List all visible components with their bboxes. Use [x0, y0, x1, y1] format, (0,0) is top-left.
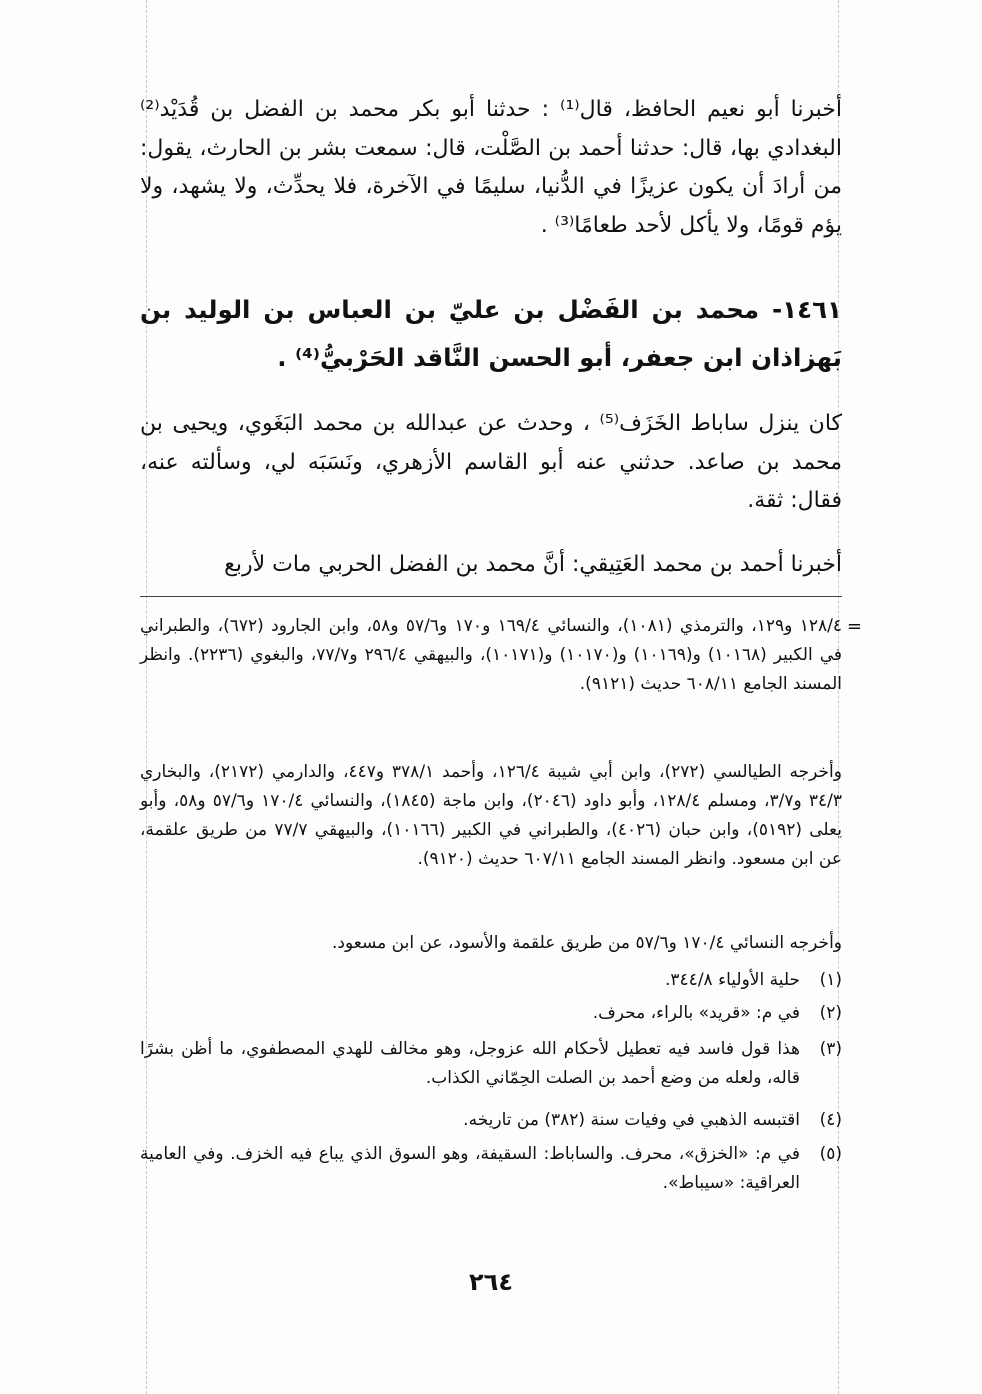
footnote-text: حلية الأولياء ٣٤٤/٨. [665, 970, 800, 990]
footnote-number: (٥) [819, 1144, 842, 1164]
footnote-continuation-text-2: وأخرجه الطيالسي (٢٧٢)، وابن أبي شيبة ١٢٦/٤، وأحمد ٣٧٨/١ و٤٤٧، والدارمي (٢١٧٢)، والبخاري ٣٤/٣ و٣/٧، ومسلم ١٢٨/٤، وأبو داود (٢٠٤٦)، وابن ماجة (١٨٤٥)، والنسائي ١٧٠/٤ و٥٧/٦ و٥٨، وأبو يعلى (٥١٩٢)، وابن حبان (٤٠٢٦)، والطبراني في الكبير (١٠١٦٦)، والبيهقي ٧٧/٧ من طريق علقمة، عن ابن مسعود. وانظر المسند الجامع ٦٠٧/١١ حديث (٩١٢٠). [140, 762, 842, 869]
footnote-item [140, 1035, 842, 1093]
footnote-number: (٤) [819, 1110, 842, 1130]
footnote-continuation-text-1: ١٢٨/٤ و١٢٩، والترمذي (١٠٨١)، والنسائي ١٦٩/٤ و١٧٠ و٥٧/٦ و٥٨، وابن الجارود (٦٧٢)، والطبراني في الكبير (١٠١٦٨) و(١٠١٦٩) و(١٠١٧٠) و(١٠١٧١)، والبيهقي ٢٩٦/٤ و٧٧/٧، والبغوي (٢٢٣٦). وانظر المسند الجامع ٦٠٨/١١ حديث (٩١٢١). [140, 616, 843, 694]
page-number: ٢٦٤ [469, 1268, 513, 1296]
footnote-text: في م: «قريد» بالراء، محرف. [592, 1003, 800, 1023]
footnote-item [140, 1140, 842, 1198]
footnote-number: (٣) [819, 1039, 842, 1059]
footnote-text: في م: «الخزق»، محرف. والساباط: السقيفة، وهو السوق الذي يباع فيه الخزف. وفي العامية العراقية: «سيباط». [140, 1144, 800, 1193]
footnote-text: اقتبسه الذهبي في وفيات سنة (٣٨٢) من تاريخه. [463, 1110, 800, 1130]
footnote-number: (١) [819, 970, 842, 990]
paragraph-biography: كان ينزل ساباط الخَزَف⁽⁵⁾ ، وحدث عن عبدالله بن محمد البَغَوي، ويحيى بن محمد بن صاعد. حدثني عنه أبو القاسم الأزهري، ونَسَبَه لي، وسألته عنه، فقال: ثقة. [140, 411, 842, 513]
footnote-item [140, 966, 842, 995]
footnote-item [140, 1106, 842, 1135]
footnote-continuation-mark: = [846, 616, 862, 637]
footnote-separator-rule [140, 596, 842, 597]
paragraph-narration-2: أخبرنا أحمد بن محمد العَتِيقي: أنَّ محمد بن الفضل الحربي مات لأربع [224, 552, 842, 577]
footnote-number: (٢) [819, 1003, 842, 1023]
footnote-item [140, 999, 842, 1028]
biography-entry-heading: ١٤٦١- محمد بن الفَضْل بن عليّ بن العباس بن الوليد بن بَهزاذان ابن جعفر، أبو الحسن النَّاقد الحَرْبيُّ⁽⁴⁾ . [140, 295, 842, 372]
footnote-text: هذا قول فاسد فيه تعطيل لأحكام الله عزوجل، وهو مخالف للهدي المصطفوي، ما أظن بشرًا قاله، ولعله من وضع أحمد بن الصلت الحِمّاني الكذاب. [140, 1039, 800, 1088]
paragraph-narration-1: أخبرنا أبو نعيم الحافظ، قال⁽¹⁾ : حدثنا أبو بكر محمد بن الفضل بن قُدَيْد⁽²⁾ البغدادي بها، قال: حدثنا أحمد بن الصَّلْت، قال: سمعت بشر بن الحارث، يقول: من أرادَ أن يكون عزيزًا في الدُّنيا، سليمًا في الآخرة، فلا يحدِّث، ولا يشهد، ولا يؤم قومًا، ولا يأكل لأحد طعامًا⁽³⁾ . [140, 97, 842, 238]
footnote-continuation-text-3: وأخرجه النسائي ١٧٠/٤ و٥٧/٦ من طريق علقمة والأسود، عن ابن مسعود. [332, 933, 842, 953]
